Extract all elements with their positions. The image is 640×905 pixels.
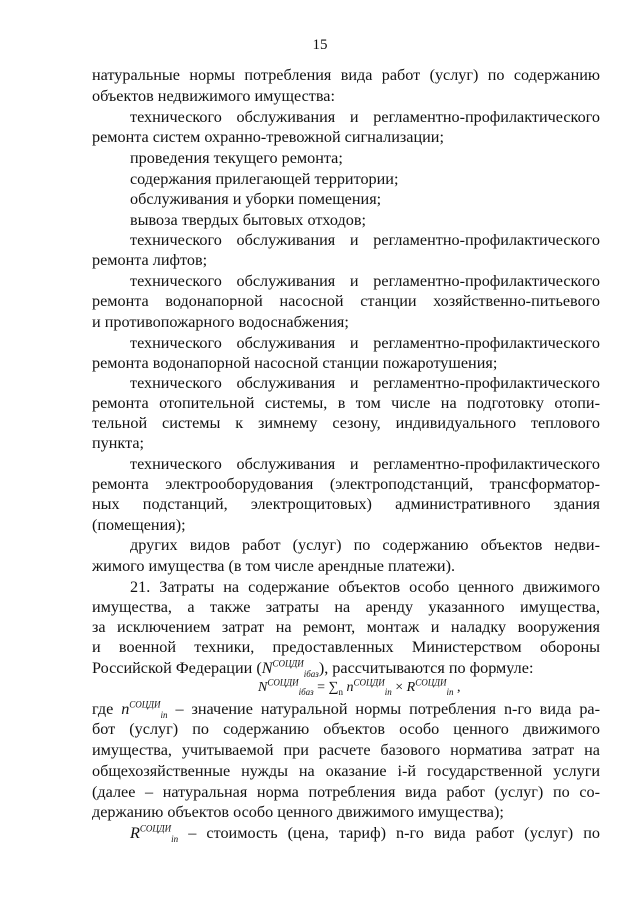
text-line: и противопожарного водоснабжения; xyxy=(92,313,349,331)
page-number: 15 xyxy=(312,37,328,53)
formula-lhs: $N^{СОЦДИ}_{iбаз}$ xyxy=(258,677,314,697)
text-line: за исключением затрат на ремонт, монтаж и наладку вооружения xyxy=(92,618,600,636)
formula-sum: $\sum_n$ xyxy=(328,680,344,697)
text-line: ных подстанций, электрощитовых) административного здания xyxy=(92,495,600,513)
text-line: ремонта лифтов; xyxy=(92,251,208,269)
text-line: проведения текущего ремонта; xyxy=(130,149,343,167)
text-line-with-symbol xyxy=(92,700,600,719)
text-line: пункта; xyxy=(92,434,145,452)
text-line: держанию объектов особо ценного движимого имущества); xyxy=(92,803,504,821)
formula-comma: , xyxy=(456,680,461,695)
text-line: вывоза твердых бытовых отходов; xyxy=(130,211,366,229)
text-fragment: – стоимость (цена, тариф) n-го вида работ (услуг) по xyxy=(188,824,601,842)
text-line: технического обслуживания и регламентно-профилактического xyxy=(130,374,600,392)
text-line: ремонта водонапорной насосной станции хозяйственно-питьевого xyxy=(92,292,600,310)
text-line: технического обслуживания и регламентно-профилактического xyxy=(130,231,600,249)
text-line: технического обслуживания и регламентно-профилактического xyxy=(130,455,600,473)
formula-equals: = xyxy=(317,680,326,695)
text-line: объектов недвижимого имущества: xyxy=(92,87,335,105)
formula-r-term: $R^{СОЦДИ}_{in}$ xyxy=(406,677,454,697)
text-line: (далее – натуральная норма потребления вида работ (услуг) по со- xyxy=(92,783,600,801)
text-line: имущества, учитываемой при расчете базового норматива затрат на xyxy=(92,741,600,759)
text-line: технического обслуживания и регламентно-профилактического xyxy=(130,108,600,126)
symbol-n-base: $N^{СОЦДИ}_{iбаз}$ xyxy=(261,658,319,680)
text-line: 21. Затраты на содержание объектов особо ценного движимого xyxy=(130,578,600,596)
text-fragment: Российской Федерации ( xyxy=(92,659,262,677)
text-line: (помещения); xyxy=(92,516,186,534)
text-line: содержания прилегающей территории; xyxy=(130,170,399,188)
text-line: технического обслуживания и регламентно-профилактического xyxy=(130,334,600,352)
text-line: общехозяйственные нужды на оказание i-й государственной услуги xyxy=(92,762,600,780)
text-line: ремонта отопительной системы, в том числе на подготовку отопи- xyxy=(92,394,600,412)
text-line: и военной техники, предоставленных Министерством обороны xyxy=(92,638,600,656)
text-line: других видов работ (услуг) по содержанию объектов недви- xyxy=(130,536,600,554)
text-line: ремонта водонапорной насосной станции пожаротушения; xyxy=(92,354,498,372)
text-line: бот (услуг) по содержанию объектов особо ценного движимого xyxy=(92,720,600,738)
text-line-with-symbol xyxy=(130,824,600,843)
text-line: технического обслуживания и регламентно-профилактического xyxy=(130,272,600,290)
symbol-n-in: $n^{СОЦДИ}_{in}$ xyxy=(121,699,168,721)
text-line-with-symbol xyxy=(92,659,600,678)
formula-times: × xyxy=(395,680,404,695)
symbol-r-in: $R^{СОЦДИ}_{in}$ xyxy=(130,823,179,845)
formula xyxy=(258,677,461,697)
text-line: ремонта электрооборудования (электроподстанций, трансформатор- xyxy=(92,475,600,493)
text-line: обслуживания и уборки помещения; xyxy=(130,190,382,208)
text-fragment: – значение натуральной нормы потребления n-го вида ра- xyxy=(175,700,600,718)
formula-n-term: $n^{СОЦДИ}_{in}$ xyxy=(346,677,392,697)
text-fragment: ), рассчитываются по формуле: xyxy=(318,659,534,677)
text-line: тельной системы к зимнему сезону, индивидуального теплового xyxy=(92,414,600,432)
text-line: имущества, а также затраты на аренду указанного имущества, xyxy=(92,598,600,616)
text-fragment: где xyxy=(92,700,114,718)
text-line: ремонта систем охранно-тревожной сигнализации; xyxy=(92,128,444,146)
text-line: жимого имущества (в том числе арендные платежи). xyxy=(92,557,456,575)
text-line: натуральные нормы потребления вида работ (услуг) по содержанию xyxy=(92,66,600,84)
